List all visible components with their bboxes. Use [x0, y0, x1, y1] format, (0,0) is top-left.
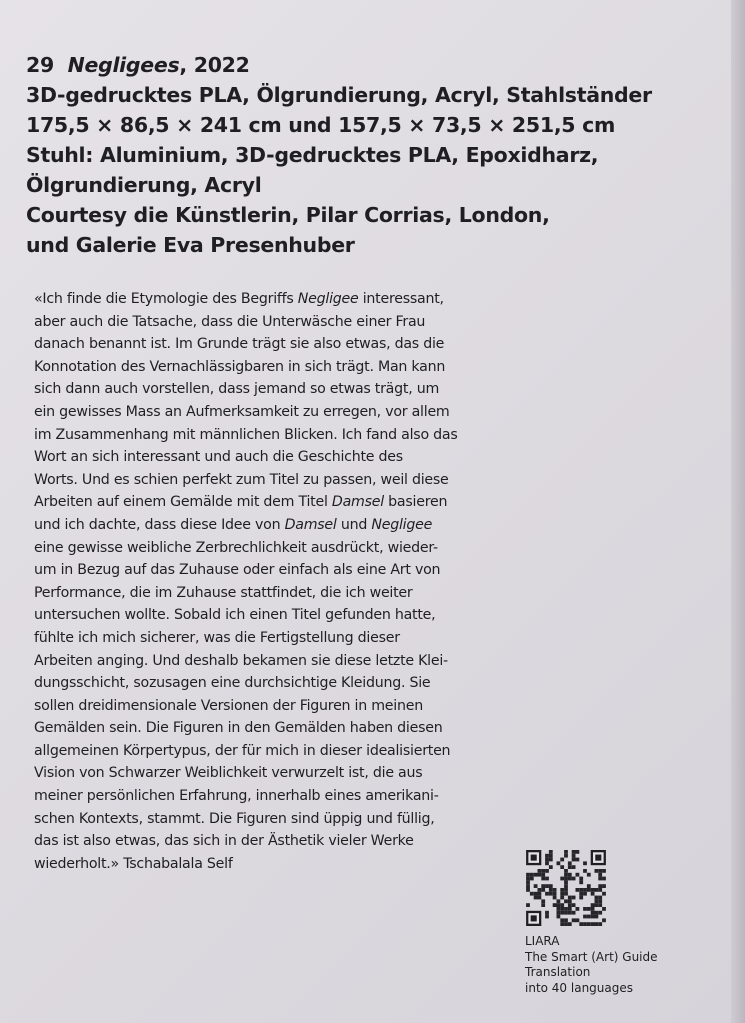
qr-module [583, 888, 587, 892]
qr-module [564, 922, 568, 926]
quote-line: im Zusammenhang mit männlichen Blicken. Ich fand also das [34, 426, 458, 443]
catalogue-number: 29 [26, 53, 54, 77]
qr-module [568, 873, 572, 877]
title-line [26, 50, 686, 80]
qr-module [560, 892, 564, 896]
qr-module [545, 892, 549, 896]
artist-quote [34, 288, 534, 875]
qr-module [545, 854, 549, 858]
qr-module [572, 854, 576, 858]
qr-module [602, 918, 606, 922]
qr-module [549, 884, 553, 888]
quote-line: sich dann auch vorstellen, dass jemand so etwas trägt, um [34, 381, 440, 398]
qr-module [568, 911, 572, 915]
qr-module [587, 907, 591, 911]
qr-module [534, 892, 538, 896]
qr-module [553, 896, 557, 900]
qr-module [534, 884, 538, 888]
qr-module [595, 888, 599, 892]
quote-text: «Ich finde die Etymologie des Begriffs [34, 291, 298, 307]
qr-module [560, 888, 564, 892]
qr-module [568, 907, 572, 911]
qr-module [583, 892, 587, 896]
qr-module [545, 861, 549, 865]
qr-module [595, 915, 599, 919]
qr-module [595, 922, 599, 926]
qr-module [576, 858, 580, 862]
quote-text: Arbeiten auf einem Gemälde mit dem Titel [34, 494, 332, 511]
qr-module [595, 911, 599, 915]
qr-module [526, 873, 530, 877]
quote-line: allgemeinen Körpertypus, der für mich in dieser idealisierten [34, 742, 451, 759]
quote-line: Arbeiten anging. Und deshalb bekamen sie diese letzte Klei- [34, 652, 448, 669]
qr-module [579, 888, 583, 892]
quote-line: dungsschicht, sozusagen eine durchsichtige Kleidung. Sie [34, 675, 431, 692]
quote-line: Wort an sich interessant und auch die Geschichte des [34, 449, 403, 466]
artwork-year: , 2022 [179, 53, 250, 77]
qr-module [564, 850, 568, 854]
qr-module [560, 907, 564, 911]
qr-module [572, 858, 576, 862]
quote-italic: Negligee [297, 291, 359, 307]
qr-module [538, 896, 542, 900]
qr-module [560, 911, 564, 915]
qr-module [572, 896, 576, 900]
material-line: 3D-gedrucktes PLA, Ölgrundierung, Acryl, Stahlständer [26, 83, 652, 107]
qr-module [602, 869, 606, 873]
qr-module [557, 911, 561, 915]
qr-module [538, 892, 542, 896]
qr-module [579, 877, 583, 881]
qr-module [560, 922, 564, 926]
chair-line-2: Ölgrundierung, Acryl [26, 173, 262, 197]
qr-module [541, 873, 545, 877]
qr-module [553, 903, 557, 907]
guide-brand: LIARA [525, 934, 560, 948]
qr-module [541, 903, 545, 907]
qr-module [568, 865, 572, 869]
guide-translation: Translation [525, 965, 591, 979]
qr-module [583, 907, 587, 911]
qr-module [568, 877, 572, 881]
qr-module [602, 884, 606, 888]
quote-line: Performance, die im Zuhause stattfindet, die ich weiter [34, 584, 413, 601]
qr-module [541, 884, 545, 888]
qr-code-icon[interactable] [526, 850, 606, 926]
qr-module [595, 869, 599, 873]
qr-module [557, 899, 561, 903]
qr-module [587, 888, 591, 892]
qr-module [534, 896, 538, 900]
qr-module [591, 922, 595, 926]
qr-module [579, 880, 583, 884]
qr-module [595, 855, 601, 861]
qr-module [549, 892, 553, 896]
qr-module [549, 854, 553, 858]
qr-module [564, 854, 568, 858]
qr-module [591, 911, 595, 915]
qr-module [598, 877, 602, 881]
qr-module [564, 899, 568, 903]
qr-module [564, 888, 568, 892]
qr-module [564, 892, 568, 896]
artwork-label [26, 50, 686, 260]
qr-module [598, 884, 602, 888]
qr-module [568, 896, 572, 900]
qr-module [602, 892, 606, 896]
qr-module [560, 865, 564, 869]
quote-line: Worts. Und es schien perfekt zum Titel zu passen, weil diese [34, 471, 449, 488]
courtesy-line-2: und Galerie Eva Presenhuber [26, 233, 355, 257]
qr-module [530, 877, 534, 881]
qr-module [526, 884, 530, 888]
qr-module [583, 861, 587, 865]
qr-module [572, 911, 576, 915]
quote-line [34, 491, 534, 514]
qr-module [545, 877, 549, 881]
qr-module [557, 903, 561, 907]
qr-module [553, 892, 557, 896]
qr-module [545, 915, 549, 919]
qr-module [576, 918, 580, 922]
qr-module [568, 903, 572, 907]
wall-edge [731, 0, 745, 1023]
qr-module [564, 877, 568, 881]
qr-module [557, 907, 561, 911]
qr-module [560, 858, 564, 862]
qr-module [538, 888, 542, 892]
qr-module [595, 899, 599, 903]
qr-module [553, 888, 557, 892]
qr-module [541, 888, 545, 892]
qr-module [564, 869, 568, 873]
qr-module [598, 903, 602, 907]
quote-line: wiederholt.» Tschabalala Self [34, 855, 233, 872]
qr-module [526, 903, 530, 907]
quote-line: Konnotation des Vernachlässigbaren in sich trägt. Man kann [34, 358, 446, 375]
quote-line: untersuchen wollte. Sobald ich einen Titel gefunden hatte, [34, 607, 436, 624]
qr-module [557, 915, 561, 919]
qr-module [591, 907, 595, 911]
qr-module [572, 903, 576, 907]
qr-module [549, 888, 553, 892]
quote-line: Vision von Schwarzer Weiblichkeit verwurzelt ist, die aus [34, 765, 423, 782]
qr-module [579, 922, 583, 926]
qr-module [530, 892, 534, 896]
qr-module [591, 903, 595, 907]
qr-module [587, 873, 591, 877]
guide-tagline: The Smart (Art) Guide [525, 949, 658, 964]
guide-languages: into 40 languages [525, 980, 634, 995]
courtesy-line-1: Courtesy die Künstlerin, Pilar Corrias, London, [26, 203, 550, 227]
qr-module [568, 861, 572, 865]
qr-module [564, 880, 568, 884]
quote-text: basieren [383, 494, 448, 511]
quote-line: eine gewisse weibliche Zerbrechlichkeit ausdrückt, wieder- [34, 539, 438, 556]
quote-line: meiner persönlichen Erfahrung, innerhalb eines amerikani- [34, 788, 439, 805]
qr-module [595, 903, 599, 907]
qr-module [583, 922, 587, 926]
qr-module [579, 892, 583, 896]
qr-module [587, 915, 591, 919]
qr-module [576, 873, 580, 877]
qr-module [534, 873, 538, 877]
qr-module [545, 911, 549, 915]
quote-italic: Damsel [331, 494, 384, 511]
qr-module [598, 873, 602, 877]
qr-module [598, 922, 602, 926]
chair-line-1: Stuhl: Aluminium, 3D-gedrucktes PLA, Epoxidharz, [26, 143, 599, 167]
quote-line: fühlte ich mich sicherer, was die Fertigstellung dieser [34, 629, 400, 646]
quote-line: um in Bezug auf das Zuhause oder einfach als eine Art von [34, 562, 441, 579]
qr-module [560, 918, 564, 922]
qr-module [564, 907, 568, 911]
qr-module [568, 922, 572, 926]
quote-text: interessant, [358, 291, 444, 307]
qr-module [549, 858, 553, 862]
qr-module [560, 896, 564, 900]
qr-module [587, 922, 591, 926]
qr-module [549, 865, 553, 869]
quote-line [34, 288, 534, 311]
quote-line [34, 514, 534, 537]
guide-info [525, 934, 725, 996]
qr-module [560, 903, 564, 907]
qr-module [583, 869, 587, 873]
qr-module [538, 873, 542, 877]
quote-italic: Negligee [371, 516, 433, 533]
qr-module [545, 884, 549, 888]
qr-module [587, 884, 591, 888]
quote-line: schen Kontexts, stammt. Die Figuren sind üppig und füllig, [34, 810, 435, 827]
qr-module [598, 896, 602, 900]
qr-module [598, 888, 602, 892]
qr-module [572, 865, 576, 869]
quote-text: und [336, 516, 372, 533]
qr-module [541, 869, 545, 873]
qr-module [598, 869, 602, 873]
qr-module [591, 892, 595, 896]
qr-module [576, 907, 580, 911]
qr-module [526, 888, 530, 892]
qr-module [526, 877, 530, 881]
qr-module [541, 877, 545, 881]
qr-module [595, 896, 599, 900]
qr-module [598, 899, 602, 903]
qr-module [545, 858, 549, 862]
qr-module [572, 877, 576, 881]
qr-module [541, 899, 545, 903]
artwork-title: Negligees [67, 53, 180, 77]
qr-module [572, 850, 576, 854]
qr-module [602, 877, 606, 881]
qr-module [583, 915, 587, 919]
quote-line: ein gewisses Mass an Aufmerksamkeit zu erregen, vor allem [34, 403, 450, 420]
qr-module [560, 877, 564, 881]
qr-module [549, 850, 553, 854]
quote-line: sollen dreidimensionale Versionen der Figuren in meinen [34, 697, 423, 714]
quote-italic: Damsel [284, 516, 337, 533]
qr-module [591, 915, 595, 919]
qr-module [564, 873, 568, 877]
qr-module [557, 861, 561, 865]
dimensions-line: 175,5 × 86,5 × 241 cm und 157,5 × 73,5 × 251,5 cm [26, 113, 616, 137]
qr-module [530, 873, 534, 877]
qr-module [572, 918, 576, 922]
quote-line: das ist also etwas, das sich in der Ästhetik vieler Werke [34, 833, 414, 850]
qr-module [579, 896, 583, 900]
qr-module [591, 888, 595, 892]
quote-line: aber auch die Tatsache, dass die Unterwäsche einer Frau [34, 313, 426, 330]
qr-module [531, 915, 537, 921]
qr-module [576, 850, 580, 854]
qr-module [564, 911, 568, 915]
qr-module [568, 899, 572, 903]
qr-module [531, 855, 537, 861]
qr-module [545, 869, 549, 873]
qr-module [538, 869, 542, 873]
qr-module [602, 907, 606, 911]
qr-module [576, 888, 580, 892]
qr-module [564, 918, 568, 922]
quote-line: danach benannt ist. Im Grunde trägt sie also etwas, das die [34, 336, 445, 353]
quote-text: und ich dachte, dass diese Idee von [34, 516, 285, 533]
qr-module [564, 884, 568, 888]
qr-module [598, 911, 602, 915]
quote-line: Gemälden sein. Die Figuren in den Gemälden haben diesen [34, 720, 443, 737]
qr-module [526, 880, 530, 884]
